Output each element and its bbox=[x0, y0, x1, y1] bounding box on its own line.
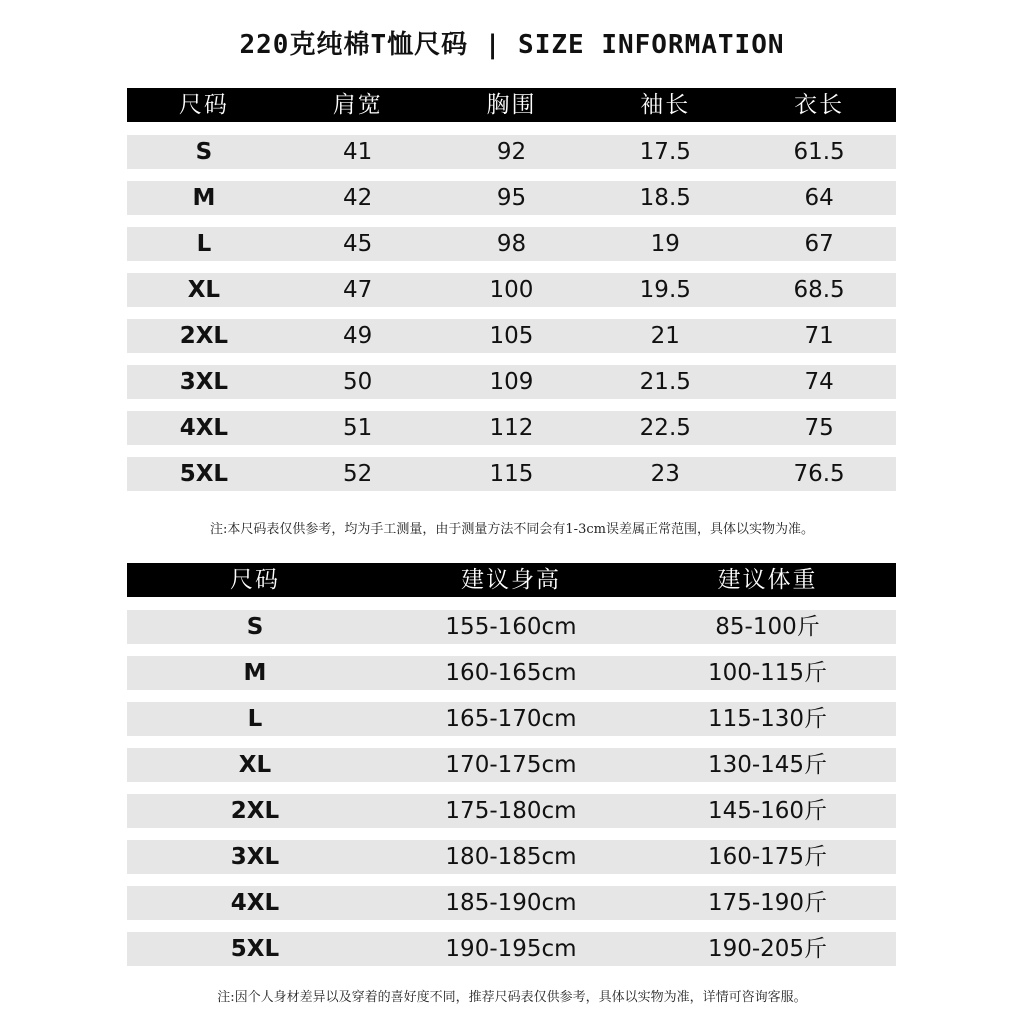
header-cell-length: 衣长 bbox=[794, 92, 845, 118]
recommend-table-header bbox=[127, 563, 896, 597]
shoulder-cell: 47 bbox=[343, 277, 373, 303]
sleeve-cell: 19.5 bbox=[639, 277, 691, 303]
table-row bbox=[127, 656, 896, 690]
size-cell: 4XL bbox=[230, 890, 280, 916]
size-cell: L bbox=[247, 706, 263, 732]
length-cell: 75 bbox=[804, 415, 834, 441]
table-row bbox=[127, 319, 896, 353]
sleeve-cell: 21.5 bbox=[639, 369, 691, 395]
table-row bbox=[127, 610, 896, 644]
shoulder-cell: 41 bbox=[343, 139, 373, 165]
sleeve-cell: 22.5 bbox=[639, 415, 691, 441]
table-row bbox=[127, 181, 896, 215]
table-row bbox=[127, 748, 896, 782]
height-cell: 155-160cm bbox=[445, 614, 577, 640]
weight-cell: 115-130斤 bbox=[707, 706, 828, 732]
table-row bbox=[127, 227, 896, 261]
size-cell: 2XL bbox=[230, 798, 280, 824]
size-cell: 5XL bbox=[230, 936, 280, 962]
weight-cell: 160-175斤 bbox=[707, 844, 828, 870]
height-cell: 165-170cm bbox=[445, 706, 577, 732]
size-cell: M bbox=[243, 660, 267, 686]
sleeve-cell: 21 bbox=[650, 323, 680, 349]
header-cell-sleeve: 袖长 bbox=[640, 92, 691, 118]
sleeve-cell: 17.5 bbox=[639, 139, 691, 165]
table-row bbox=[127, 886, 896, 920]
chest-cell: 105 bbox=[489, 323, 534, 349]
height-cell: 185-190cm bbox=[445, 890, 577, 916]
size-cell: 3XL bbox=[230, 844, 280, 870]
length-cell: 74 bbox=[804, 369, 834, 395]
size-cell: XL bbox=[187, 277, 221, 303]
size-cell: 4XL bbox=[179, 415, 229, 441]
shoulder-cell: 52 bbox=[343, 461, 373, 487]
header-cell-shoulder: 肩宽 bbox=[332, 92, 383, 118]
length-cell: 71 bbox=[804, 323, 834, 349]
header-cell-size: 尺码 bbox=[230, 567, 280, 593]
weight-cell: 130-145斤 bbox=[707, 752, 828, 778]
size-table-note: 注:本尺码表仅供参考，均为手工测量，由于测量方法不同会有1-3cm误差属正常范围，具体以实物为准。 bbox=[210, 522, 814, 537]
length-cell: 61.5 bbox=[793, 139, 845, 165]
height-cell: 175-180cm bbox=[445, 798, 577, 824]
chest-cell: 92 bbox=[496, 139, 527, 165]
size-cell: XL bbox=[238, 752, 272, 778]
size-table-header bbox=[127, 88, 896, 122]
page-title: 220克纯棉T恤尺码 | SIZE INFORMATION bbox=[239, 30, 785, 60]
table-row bbox=[127, 702, 896, 736]
chest-cell: 112 bbox=[489, 415, 534, 441]
chest-cell: 95 bbox=[496, 185, 527, 211]
header-cell-chest: 胸围 bbox=[486, 92, 537, 118]
size-cell: 5XL bbox=[179, 461, 229, 487]
size-cell: 3XL bbox=[179, 369, 229, 395]
table-row bbox=[127, 411, 896, 445]
header-cell-height: 建议身高 bbox=[461, 567, 561, 593]
weight-cell: 190-205斤 bbox=[707, 936, 828, 962]
length-cell: 67 bbox=[804, 231, 834, 257]
chest-cell: 100 bbox=[489, 277, 534, 303]
sleeve-cell: 18.5 bbox=[639, 185, 691, 211]
height-cell: 180-185cm bbox=[445, 844, 577, 870]
weight-cell: 85-100斤 bbox=[715, 614, 820, 640]
chest-cell: 98 bbox=[496, 231, 527, 257]
shoulder-cell: 45 bbox=[343, 231, 373, 257]
size-cell: L bbox=[196, 231, 212, 257]
weight-cell: 175-190斤 bbox=[707, 890, 828, 916]
height-cell: 160-165cm bbox=[445, 660, 577, 686]
size-cell: S bbox=[195, 139, 213, 165]
length-cell: 68.5 bbox=[793, 277, 845, 303]
table-row bbox=[127, 273, 896, 307]
table-row bbox=[127, 794, 896, 828]
table-row bbox=[127, 840, 896, 874]
table-row bbox=[127, 932, 896, 966]
shoulder-cell: 42 bbox=[343, 185, 373, 211]
header-cell-weight: 建议体重 bbox=[717, 567, 818, 593]
height-cell: 170-175cm bbox=[445, 752, 577, 778]
table-row bbox=[127, 135, 896, 169]
table-row bbox=[127, 365, 896, 399]
shoulder-cell: 49 bbox=[343, 323, 373, 349]
length-cell: 76.5 bbox=[793, 461, 845, 487]
shoulder-cell: 50 bbox=[343, 369, 373, 395]
size-cell: 2XL bbox=[179, 323, 229, 349]
height-cell: 190-195cm bbox=[445, 936, 577, 962]
sleeve-cell: 19 bbox=[650, 231, 680, 257]
size-cell: S bbox=[246, 614, 264, 640]
recommend-table-note: 注:因个人身材差异以及穿着的喜好度不同，推荐尺码表仅供参考，具体以实物为准，详情可咨询客服。 bbox=[217, 990, 807, 1005]
header-cell-size: 尺码 bbox=[178, 92, 229, 118]
sleeve-cell: 23 bbox=[650, 461, 680, 487]
size-cell: M bbox=[192, 185, 216, 211]
chest-cell: 109 bbox=[489, 369, 534, 395]
shoulder-cell: 51 bbox=[343, 415, 373, 441]
table-row bbox=[127, 457, 896, 491]
length-cell: 64 bbox=[804, 185, 834, 211]
chest-cell: 115 bbox=[489, 461, 534, 487]
weight-cell: 100-115斤 bbox=[707, 660, 828, 686]
weight-cell: 145-160斤 bbox=[707, 798, 828, 824]
